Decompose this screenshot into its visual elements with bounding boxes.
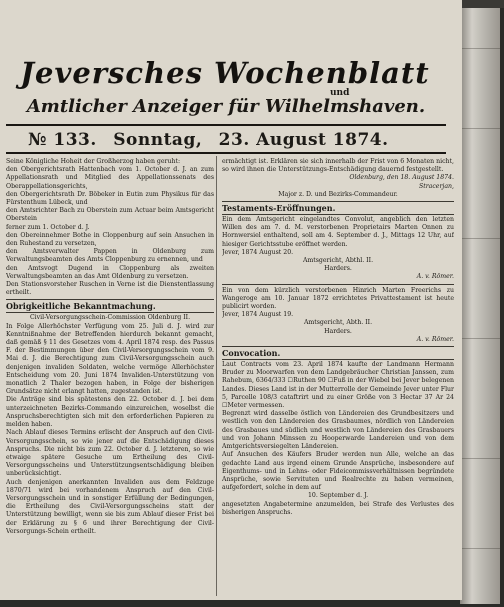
notice-signature: A. v. Römer.	[416, 273, 454, 281]
notice-date: 10. September d. J.	[307, 492, 369, 500]
notice-paragraph: Begrenzt wird dasselbe östlich von Ländereien des Grundbesitzers und westlich von den Ländereien des Grasbaumes, nördlich von Ländereien des Grasbaues und südlich und westlich von Ländereien des Grasbauers und von Johann Minssen zu Hooperwarde Landereien und von dem Amtgerichtsversiegelten Ländereien.	[222, 410, 454, 451]
page-stack-edge	[460, 8, 500, 604]
notice-paragraph: ermächtigt ist. Erklären sie sich innerhalb der Frist von 6 Monaten nicht, so wird ihnen die Unterstützungs-Entschädigung dauernd festgestellt.	[222, 158, 454, 174]
right-column	[222, 158, 454, 598]
decree-item: Den Stationsvorsteher Ruschen in Verne ist die Dienstentlassung ertheilt.	[6, 281, 214, 297]
masthead-subtitle: Amtlicher Anzeiger für Wilhelmshaven.	[26, 96, 426, 117]
notice-paragraph: angesetzten Angabetermine anzumelden, bei Strafe des Verlustes des bisherigen Anspruchs.	[222, 500, 454, 516]
notice-place-date: Oldenburg, den 18. August 1874.	[349, 174, 454, 182]
decree-item: ferner zum 1. October d. J.	[6, 223, 90, 231]
notice-court: Amtsgericht, Abthl. II.	[302, 257, 374, 265]
notice-paragraph: In Folge Allerhöchster Verfügung vom 25. Juli d. J. wird zur Kenntnißnahme der Betreffenden hierdurch bekannt gemacht, daß gemäß § 11 des Gesetzes vom 4. April 1874 resp. des Passus F. der Bestimmungen über den Civil-Versorgungsschein vom 9. Mai d. J. die Berechtigung zum Civil-Versorgungsschein auch denjenigen invaliden Soldaten, welche vermöge Allerhöchster Entscheidung vom 20. Juni 1874 Invaliden-Unterstützung von monatlich 2 Thaler bezogen haben, in Folge der bisherigen Grundsätze nicht erlangt hatten, zugestanden ist.	[6, 322, 214, 396]
notice-paragraph: Ein von dem kürzlich verstorbenen Hinrich Marten Freerichs zu Wangeroge am 10. Januar 1872 errichtetes Privattestament ist heute publicirt worden.	[222, 286, 454, 311]
decree-item: den Obereinnehmer Bothe in Cloppenburg auf sein Ansuchen in den Ruhestand zu versetzen,	[6, 231, 214, 248]
issue-date: 23. August 1874.	[218, 130, 389, 150]
section-heading: Testaments-Eröffnungen.	[222, 201, 454, 215]
decree-item: den Obergerichtsrath Dr. Böbeker in Eutin zum Physikus für das Fürstenthum Lübeck, und	[6, 190, 214, 207]
notice-signature: Harders.	[324, 265, 352, 273]
notice-paragraph: Auf Ansuchen des Käufers Bruder werden nun Alle, welche an das gedachte Land aus irgend einem Grunde Ansprüche, insbesondere auf Eigenthums- und in Lehns- oder Fideicommissverhältnissen begründete Ansprüche, sowie Servituten und Realrechte zu haben vermeinen, aufgefordert, solche in dem auf	[222, 451, 454, 492]
notice-court: Amtsgericht, Abth. II.	[303, 319, 373, 327]
section-heading: Obrigkeitliche Bekanntmachung.	[6, 299, 214, 313]
notice-paragraph: Laut Contracts vom 23. April 1874 kaufte der Landmann Hermann Bruder zu Moorwarfen von dem Landgebräucher Christian Janssen, zum Rahebum, 6364/333 ☐Ruthen 90 ☐Fuß in der Wiebel bei Jever belegenen Landes. Dieses Land ist in der Mutterrolle der Gemeinde Jever unter Flur 5, Parcelle 108/3 cataftrirt und zu einer Größe von 3 Hectar 37 Ar 24 ☐Meter vermessen.	[222, 361, 454, 410]
notice-signature: Stracerjan,	[418, 182, 454, 190]
decree-item: den Amtsverwalter Pappen in Oldenburg zum Verwaltungsbeamten des Amts Cloppenburg zu ernennen, und	[6, 248, 214, 264]
section-heading: Convocation.	[222, 346, 454, 360]
issue-number: № 133.	[28, 130, 97, 150]
notice-paragraph: Nach Ablauf dieses Termins erlischt der Anspruch auf den Civil-Versorgungsschein, so wie jener auf die Entschädigung dieses Anspruchs. Die nicht bis zum 22. October d. J. letzteren, so wie etwaige spätere Gesuche um Ertheilung des Civil-Versorgungsscheins und Unterstützungsentschädigung bleiben unberücksichtigt.	[6, 429, 214, 478]
notice-authority: Civil-Versorgungsschein-Commission Oldenburg II.	[29, 314, 191, 322]
masthead-rule-top	[6, 124, 446, 126]
notice-place-date: Jever, 1874 August 19.	[222, 311, 294, 319]
divider	[222, 284, 454, 285]
issue-day: Sonntag,	[113, 130, 203, 150]
notice-signature: Harders.	[324, 327, 352, 335]
notice-place-date: Jever, 1874 August 20.	[222, 248, 294, 256]
masthead-und: und	[330, 88, 350, 98]
column-separator	[216, 156, 217, 596]
decree-item: den Amtsvogt Dugend in Cloppenburg als zweiten Verwaltungsbeamten an das Amt Oldenburg zu versetzen.	[6, 264, 214, 280]
notice-signature-title: Major z. D. und Bezirks-Commandeur.	[278, 190, 398, 198]
decree-item: den Amtsrichter Bach zu Oberstein zum Actuar beim Amtsgericht Oberstein	[6, 207, 214, 223]
notice-paragraph: Die Anträge sind bis spätestens den 22. October d. J. bei dem unterzeichneten Bezirks-Commando einzureichen, woselbst die Anspruchsberechtigten sich mit den erforderlichen Papieren zu melden haben.	[6, 396, 214, 429]
left-column	[6, 158, 214, 598]
decree-intro: Seine Königliche Hoheit der Großherzog haben geruht:	[6, 158, 181, 165]
masthead-rule-bottom	[6, 152, 446, 154]
masthead-title: Jeversches Wochenblatt	[20, 56, 430, 90]
decree-item: den Obergerichtsrath Hattenbach vom 1. October d. J. an zum Appellationsrath und Mitglied des Appellationssenats des Oberappellationsgerichts,	[6, 166, 214, 190]
notice-paragraph: Auch denjenigen anerkannten Invaliden aus dem Feldzuge 1870/71 wird bei vorhandenem Anspruch auf den Civil-Versorgungsschein und in sonstiger Erfüllung der Bedingungen, die Ertheilung des Civil-Versorgungsscheins statt der Unterstützung bewilligt, wenn sie bis zum Ablauf dieser Frist bei der Erklärung zu § 6 und ihrer Berechtigung der Civil-Versorgungs-Schein ertheilt.	[6, 478, 214, 535]
notice-paragraph: Ein dem Amtsgericht eingelandtes Convolut, angeblich den letzten Willen des am 7. d. M. verstorbenen Proprietairs Marten Onnen zu Hornwersiel enthaltend, soll am 4. September d. J., Mittags 12 Uhr, auf hiesiger Gerichtsstube eröffnet werden.	[222, 216, 454, 248]
issue-line	[28, 130, 399, 150]
notice-signature: A. v. Römer.	[416, 335, 454, 343]
